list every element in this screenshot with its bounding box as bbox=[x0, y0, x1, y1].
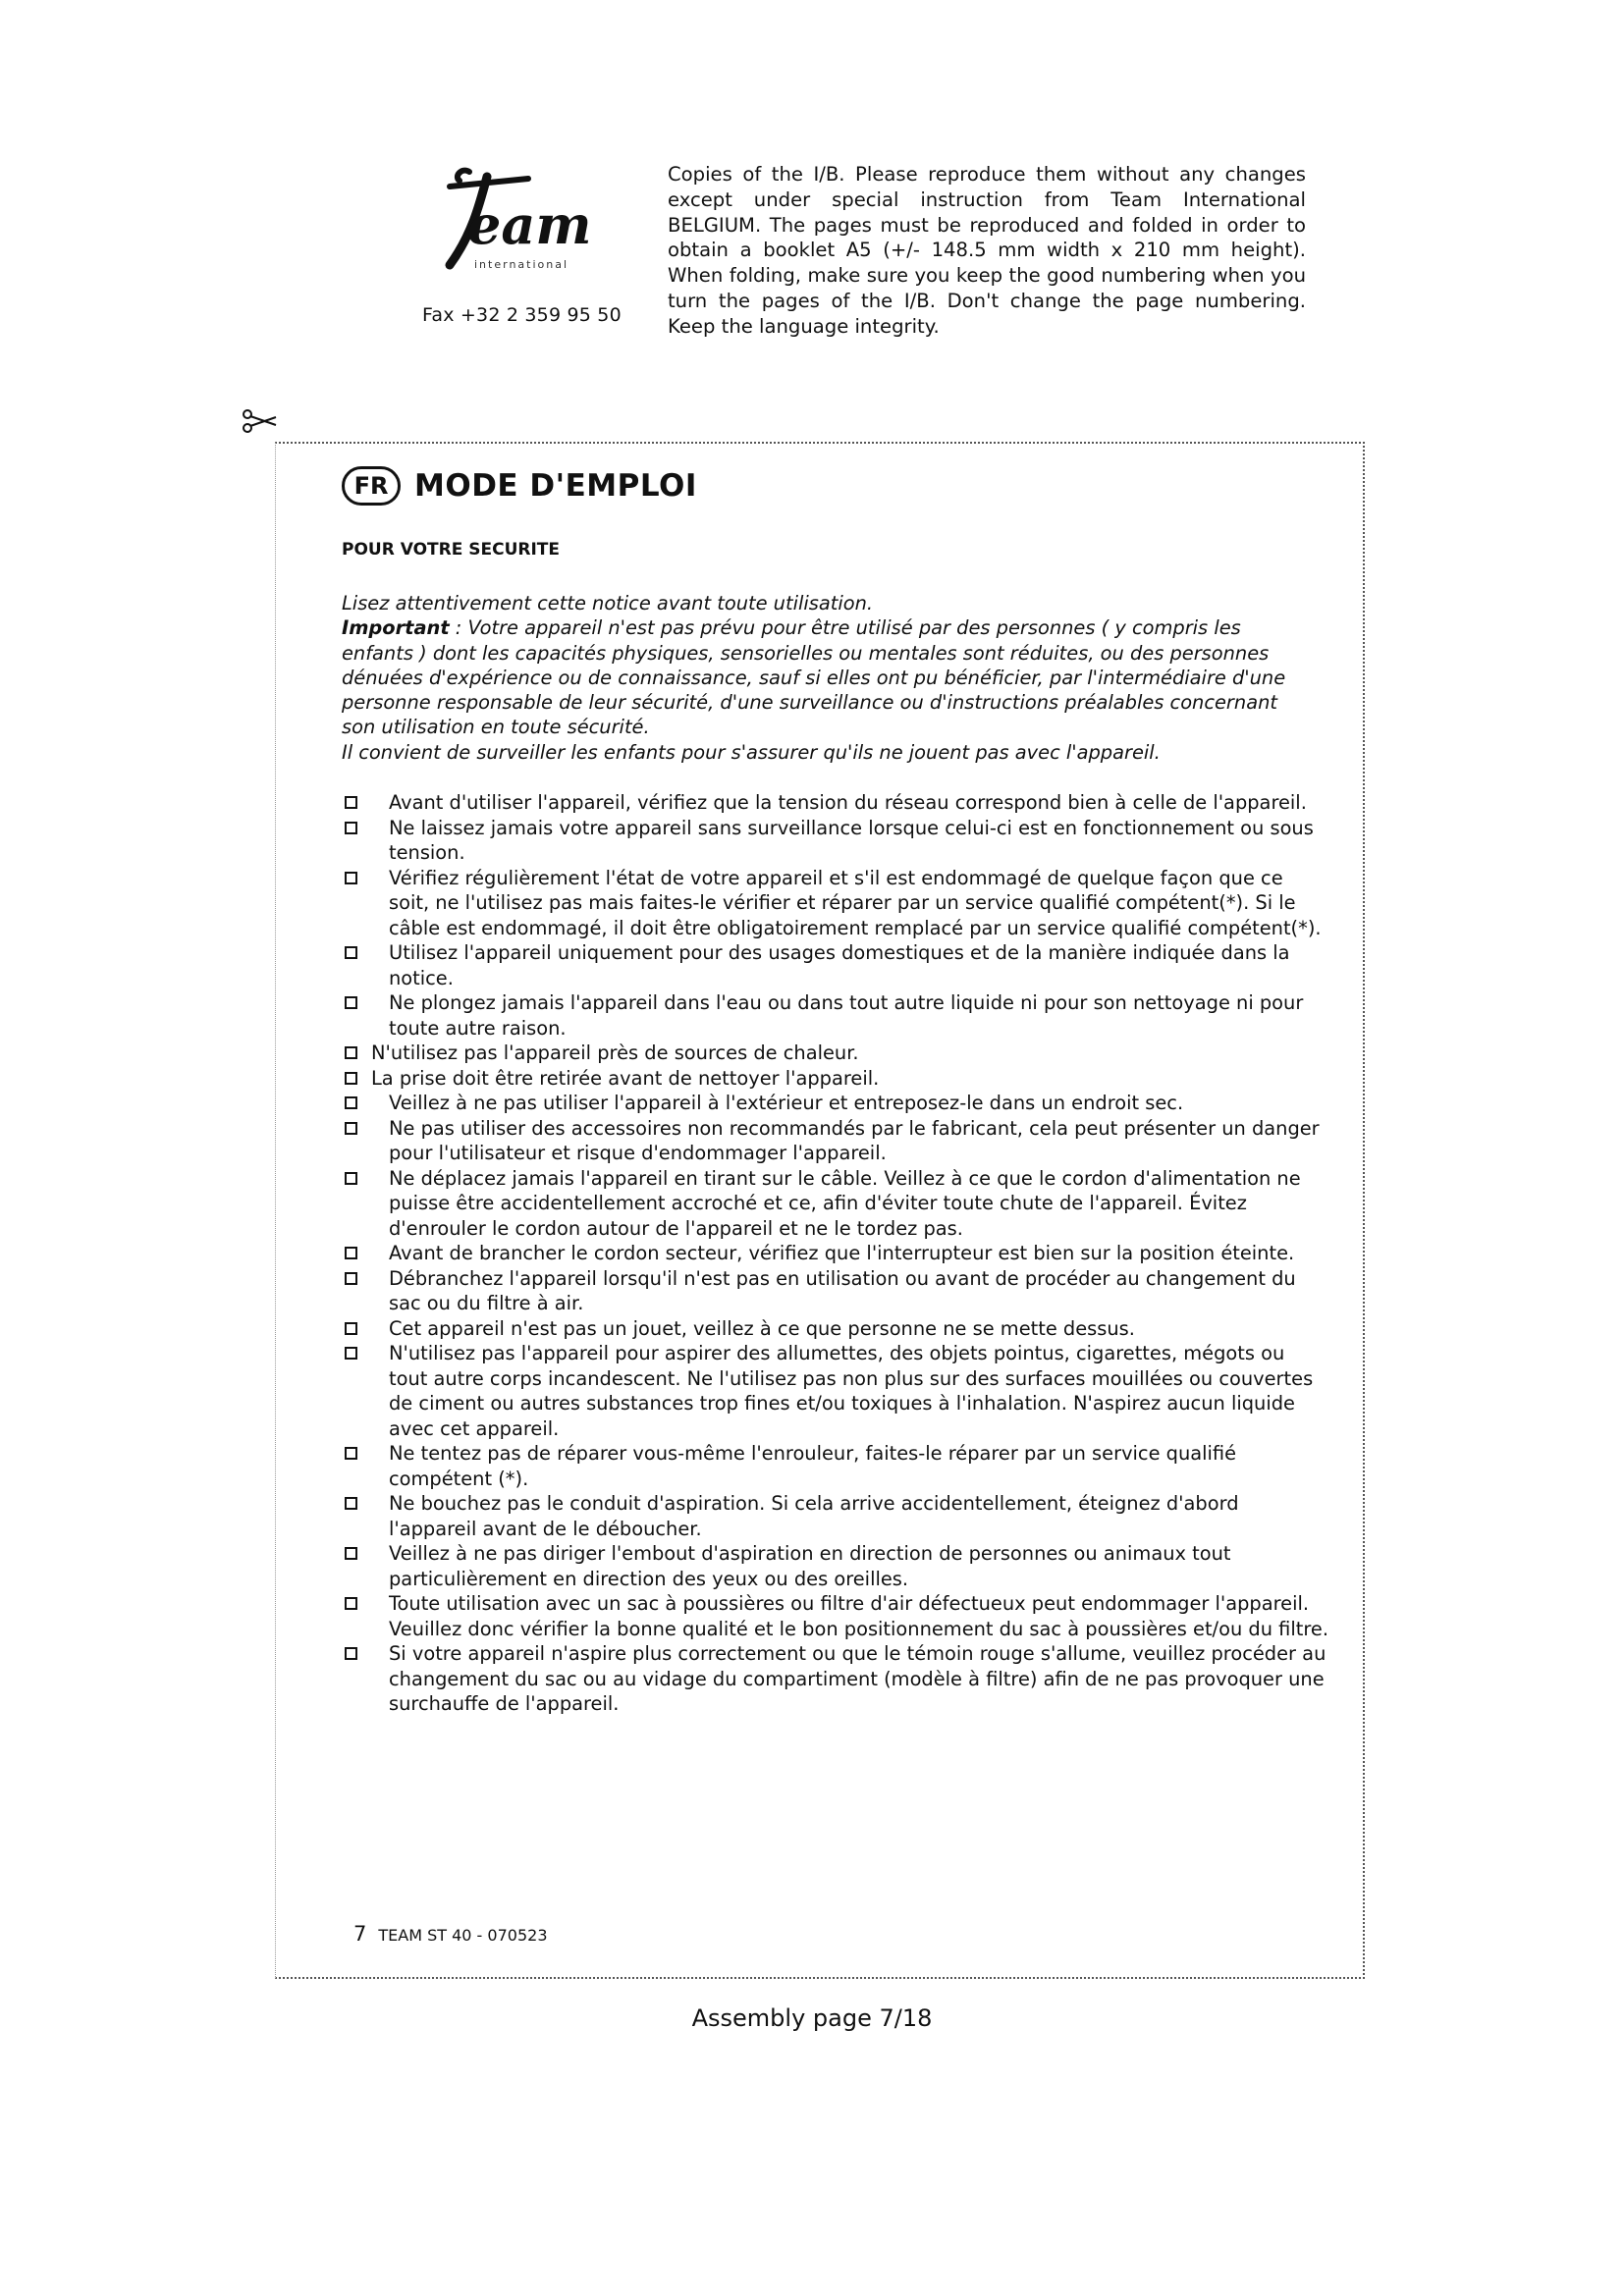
list-item: Veillez à ne pas utiliser l'appareil à l'extérieur et entreposez-le dans un endroit sec. bbox=[342, 1091, 1328, 1116]
reproduction-instructions: Copies of the I/B. Please reproduce them without any changes except under special instruction from Team International BELGIUM. The pages must be reproduced and folded in order to obtain a booklet A5 (+/- 148.5 mm width x 210 mm height). When folding, make sure you keep the good numbering when you turn the pages of the I/B. Don't change the page numbering. Keep the language integrity. bbox=[668, 163, 1306, 338]
checkbox-bullet-icon bbox=[345, 1597, 357, 1610]
page-footer bbox=[353, 1922, 548, 1946]
list-item: N'utilisez pas l'appareil près de sources de chaleur. bbox=[342, 1041, 1328, 1066]
checkbox-bullet-icon bbox=[345, 996, 357, 1009]
manual-title-row bbox=[342, 466, 697, 506]
intro-children-line: Il convient de surveiller les enfants pour s'assurer qu'ils ne jouent pas avec l'appareil. bbox=[342, 740, 1161, 764]
checkbox-bullet-icon bbox=[345, 1046, 357, 1059]
list-item: Ne tentez pas de réparer vous-même l'enrouleur, faites-le réparer par un service qualifié compétent (*). bbox=[342, 1441, 1328, 1491]
list-item: Toute utilisation avec un sac à poussières ou filtre d'air défectueux peut endommager l'appareil. Veuillez donc vérifier la bonne qualité et le bon positionnement du sac à poussières et/ou du filtre. bbox=[342, 1591, 1328, 1641]
important-text: : Votre appareil n'est pas prévu pour être utilisé par des personnes ( y compris les enfants ) dont les capacités physiques, sensorielles ou mentales sont réduites, ou des personnes dénuées d'expérience ou de connaissance, sauf si elles ont pu bénéficier, par l'intermédiaire d'une personne responsable de leur sécurité, d'une surveillance ou d'instructions préalables concernant son utilisation en toute sécurité. bbox=[342, 616, 1286, 739]
list-item: Ne pas utiliser des accessoires non recommandés par le fabricant, cela peut présenter un danger pour l'utilisateur et risque d'endommager l'appareil. bbox=[342, 1116, 1328, 1166]
checkbox-bullet-icon bbox=[345, 822, 357, 834]
important-label: Important bbox=[342, 616, 450, 640]
list-item: Si votre appareil n'aspire plus correctement ou que le témoin rouge s'allume, veuillez procéder au changement du sac ou au vidage du compartiment (modèle à filtre) afin de ne pas provoquer une surchauffe de l'appareil. bbox=[342, 1641, 1328, 1717]
list-item: Utilisez l'appareil uniquement pour des usages domestiques et de la manière indiquée dans la notice. bbox=[342, 940, 1328, 990]
important-paragraph bbox=[342, 615, 1314, 739]
list-item: Ne laissez jamais votre appareil sans surveillance lorsque celui-ci est en fonctionnement ou sous tension. bbox=[342, 816, 1328, 866]
checkbox-bullet-icon bbox=[345, 1122, 357, 1135]
intro-line: Lisez attentivement cette notice avant toute utilisation. bbox=[342, 592, 874, 614]
footer-page-number: 7 bbox=[353, 1922, 367, 1946]
list-item: La prise doit être retirée avant de nettoyer l'appareil. bbox=[342, 1066, 1328, 1092]
assembly-page-label: Assembly page 7/18 bbox=[691, 2004, 933, 2032]
safety-list bbox=[342, 790, 1328, 1717]
section-heading: POUR VOTRE SECURITE bbox=[342, 540, 561, 560]
list-item: Cet appareil n'est pas un jouet, veillez à ce que personne ne se mette dessus. bbox=[342, 1316, 1328, 1342]
list-item: Ne plongez jamais l'appareil dans l'eau ou dans tout autre liquide ni pour son nettoyage ni pour toute autre raison. bbox=[342, 990, 1328, 1041]
list-item: Vérifiez régulièrement l'état de votre appareil et s'il est endommagé de quelque façon que ce soit, ne l'utilisez pas mais faites-le vérifier et réparer par un service qualifié compétent(*). Si le câble est endommagé, il doit être obligatoirement remplacé par un service qualifié compétent(*). bbox=[342, 866, 1328, 941]
language-badge: FR bbox=[342, 466, 401, 506]
checkbox-bullet-icon bbox=[345, 1322, 357, 1335]
checkbox-bullet-icon bbox=[345, 1547, 357, 1560]
checkbox-bullet-icon bbox=[345, 946, 357, 959]
footer-model-code: TEAM ST 40 - 070523 bbox=[378, 1926, 548, 1945]
page-title: MODE D'EMPLOI bbox=[414, 468, 697, 504]
checkbox-bullet-icon bbox=[345, 1647, 357, 1660]
list-item: Veillez à ne pas diriger l'embout d'aspiration en direction de personnes ou animaux tout particulièrement en direction des yeux ou des oreilles. bbox=[342, 1541, 1328, 1591]
checkbox-bullet-icon bbox=[345, 1096, 357, 1109]
checkbox-bullet-icon bbox=[345, 1247, 357, 1259]
svg-text:international: international bbox=[474, 258, 569, 271]
list-item: Ne déplacez jamais l'appareil en tirant sur le câble. Veillez à ce que le cordon d'alimentation ne puisse être accidentellement accroché et ce, afin d'éviter toute chute de l'appareil. Évitez d'enrouler le cordon autour de l'appareil et ne le tordez pas. bbox=[342, 1166, 1328, 1242]
checkbox-bullet-icon bbox=[345, 1172, 357, 1185]
list-item: Débranchez l'appareil lorsqu'il n'est pas en utilisation ou avant de procéder au changement du sac ou du filtre à air. bbox=[342, 1266, 1328, 1316]
checkbox-bullet-icon bbox=[345, 1497, 357, 1510]
svg-text:eam: eam bbox=[467, 193, 592, 256]
list-item: N'utilisez pas l'appareil pour aspirer des allumettes, des objets pointus, cigarettes, mégots ou tout autre corps incandescent. Ne l'utilisez pas non plus sur des surfaces mouillées ou couvertes de ciment ou autres substances trop fines et/ou toxiques à l'inhalation. N'aspirez aucun liquide avec cet appareil. bbox=[342, 1341, 1328, 1441]
checkbox-bullet-icon bbox=[345, 1447, 357, 1460]
checkbox-bullet-icon bbox=[345, 872, 357, 884]
list-item: Avant de brancher le cordon secteur, vérifiez que l'interrupteur est bien sur la position éteinte. bbox=[342, 1241, 1328, 1266]
scissors-icon bbox=[241, 407, 278, 435]
checkbox-bullet-icon bbox=[345, 1272, 357, 1285]
list-item: Avant d'utiliser l'appareil, vérifiez que la tension du réseau correspond bien à celle de l'appareil. bbox=[342, 790, 1328, 816]
checkbox-bullet-icon bbox=[345, 1347, 357, 1360]
team-international-logo bbox=[410, 157, 597, 285]
checkbox-bullet-icon bbox=[345, 1072, 357, 1085]
fax-number: Fax +32 2 359 95 50 bbox=[422, 304, 622, 326]
safety-intro bbox=[342, 591, 1314, 765]
list-item: Ne bouchez pas le conduit d'aspiration. Si cela arrive accidentellement, éteignez d'abord l'appareil avant de le déboucher. bbox=[342, 1491, 1328, 1541]
checkbox-bullet-icon bbox=[345, 796, 357, 809]
